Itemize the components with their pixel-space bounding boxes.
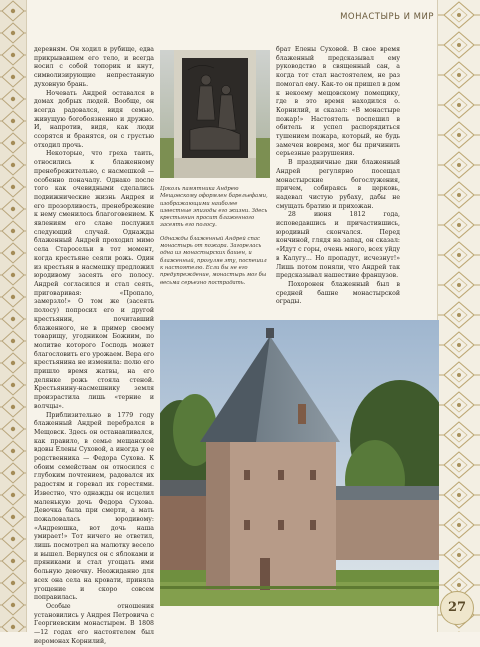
paragraph: Приблизительно в 1779 году блаженный Андрей перебрался в Мещовск. Здесь он останавливался, как правило, в семье мещанской вдовы Елены Суховой, а иногда у ее родственника — Федора Сухова. К обоим семействам он относился с глубоким почтением, радовался их радостям и горевал их горестями. Известно, что однажды он исцелил маленькую дочь Федора Сухова. Девочка была при смерти, а мать пожаловалась юродивому: «Андреюшка, вот дочь наша умирает!» Тот ничего не ответил, лишь посмотрел на малютку весело и вышел. Вернулся он с яблоками и пряниками и стал угощать ими больную девочку. Неожиданно для всех она села на кровати, приняла угощение и скоро совсем поправилась. [34, 411, 154, 602]
paragraph: В праздничные дни блаженный Андрей регулярно посещал монастырские богослужения, причем, собираясь в церковь, надевал чистую рубаху, дабы не смущать братию и прихожан. [276, 159, 400, 210]
left-ornament-border [0, 0, 27, 632]
page-number: 27 [440, 591, 474, 625]
caption-text: Цоколь памятника Андрею Мещовскому оформлен барельефами, изображающими наиболее известные эпизоды его жизни. Здесь крестьянин просит блаженного засеять его полосу. [160, 186, 268, 229]
paragraph: 28 июня 1812 года, исповедавшись и причастившись, юродивый скончался. Перед кончиной, глядя на запад, он сказал: «Идут с горы, очень много, всех уйду в Калугу... Но пропадут, исчезнут!» Лишь потом поняли, что Андрей так предсказывал нашествие французов. [276, 211, 400, 280]
monastery-tower-photo [160, 320, 439, 606]
monastery-tower-image [160, 320, 439, 606]
paragraph: деревням. Он ходил в рубище, едва прикрывавшем его тело, и всегда носил с собой топорик и кнут, символизирующие непрестанную духовную брань. [34, 46, 154, 88]
paragraph: Ночевать Андрей оставался в домах добрых людей. Вообще, он всегда радовался, видя семью, живущую богобоязненно и дружно. И, напротив, видя, как люди ссорятся и бранятся, он с грустью отходил прочь. [34, 89, 154, 149]
monument-relief-image [160, 50, 270, 178]
paragraph: Похоронен блаженный был в средней башне монастырской ограды. [276, 280, 400, 306]
right-ornament-border [437, 0, 480, 632]
monument-relief-photo [160, 50, 270, 178]
text-column-right [276, 46, 400, 307]
paragraph: брат Елены Суховой. В свое время блаженный предсказывал ему руководство в священный сан, а когда тот стал настоятелем, не раз помогал ему. Как-то он пришел в дом к некоему мещовскому помещику, где в это время находился о. Корнилий, и сказал: «В монастыре пожар!» Настоятель поспешил в обитель и успел распорядиться тушением пожара, который, не будь замечен вовремя, мог бы причинить серьезные разрушения. [276, 46, 400, 158]
text-column-left [34, 46, 154, 647]
paragraph: Некоторые, что греха таить, относились к блаженному пренебрежительно, с насмешкой — особенно поначалу. Однако после того как очевидными сделались подвижнические жизнь Андрея и его прозорливость, пренебрежение к нему сменилось благоговением. К явлениям его славе послужил следующий случай. Однажды блаженный Андрей проходил мимо села Старосельи в тот момент, когда крестьяне сеяли рожь. Один из крестьян в насмешку предложил юродивому засеять его полосу. Андрей согласился и стал сеять, приговаривая: «Пропало, замерзло!» О том же (засеять полосу) попросил его и другой крестьянин, почитавший блаженного, не в пример своему товарищу, угодником Божиим, по молитве которого Господь может благословить его урожаем. Вера его крестьянина не изменила: полю его пришло время жатвы, на его делянке рожь стояла стеной. Крестьянину-насмешнику земля произрастила лишь «терние и волчцы». [34, 150, 154, 410]
left-ornament-pattern [0, 0, 26, 632]
section-header: МОНАСТЫРЬ И МИР [340, 12, 434, 22]
photo-captions [160, 186, 270, 293]
right-ornament-pattern [438, 0, 480, 632]
caption-text: Однажды блаженный Андрей спас монастырь от пожара. Загорелась одна из монастырских башен, и блаженный, прогуляв эту, поспешил к настоятелю. Если бы не его предупреждение, монастырь мог бы весьма серьезно пострадать. [160, 235, 267, 286]
paragraph: Особые отношения установились у Андрея Петровича с Георгиевским монастырем. В 1808—12 годах его настоятелем был иеромонах Корнилий, [34, 603, 154, 645]
